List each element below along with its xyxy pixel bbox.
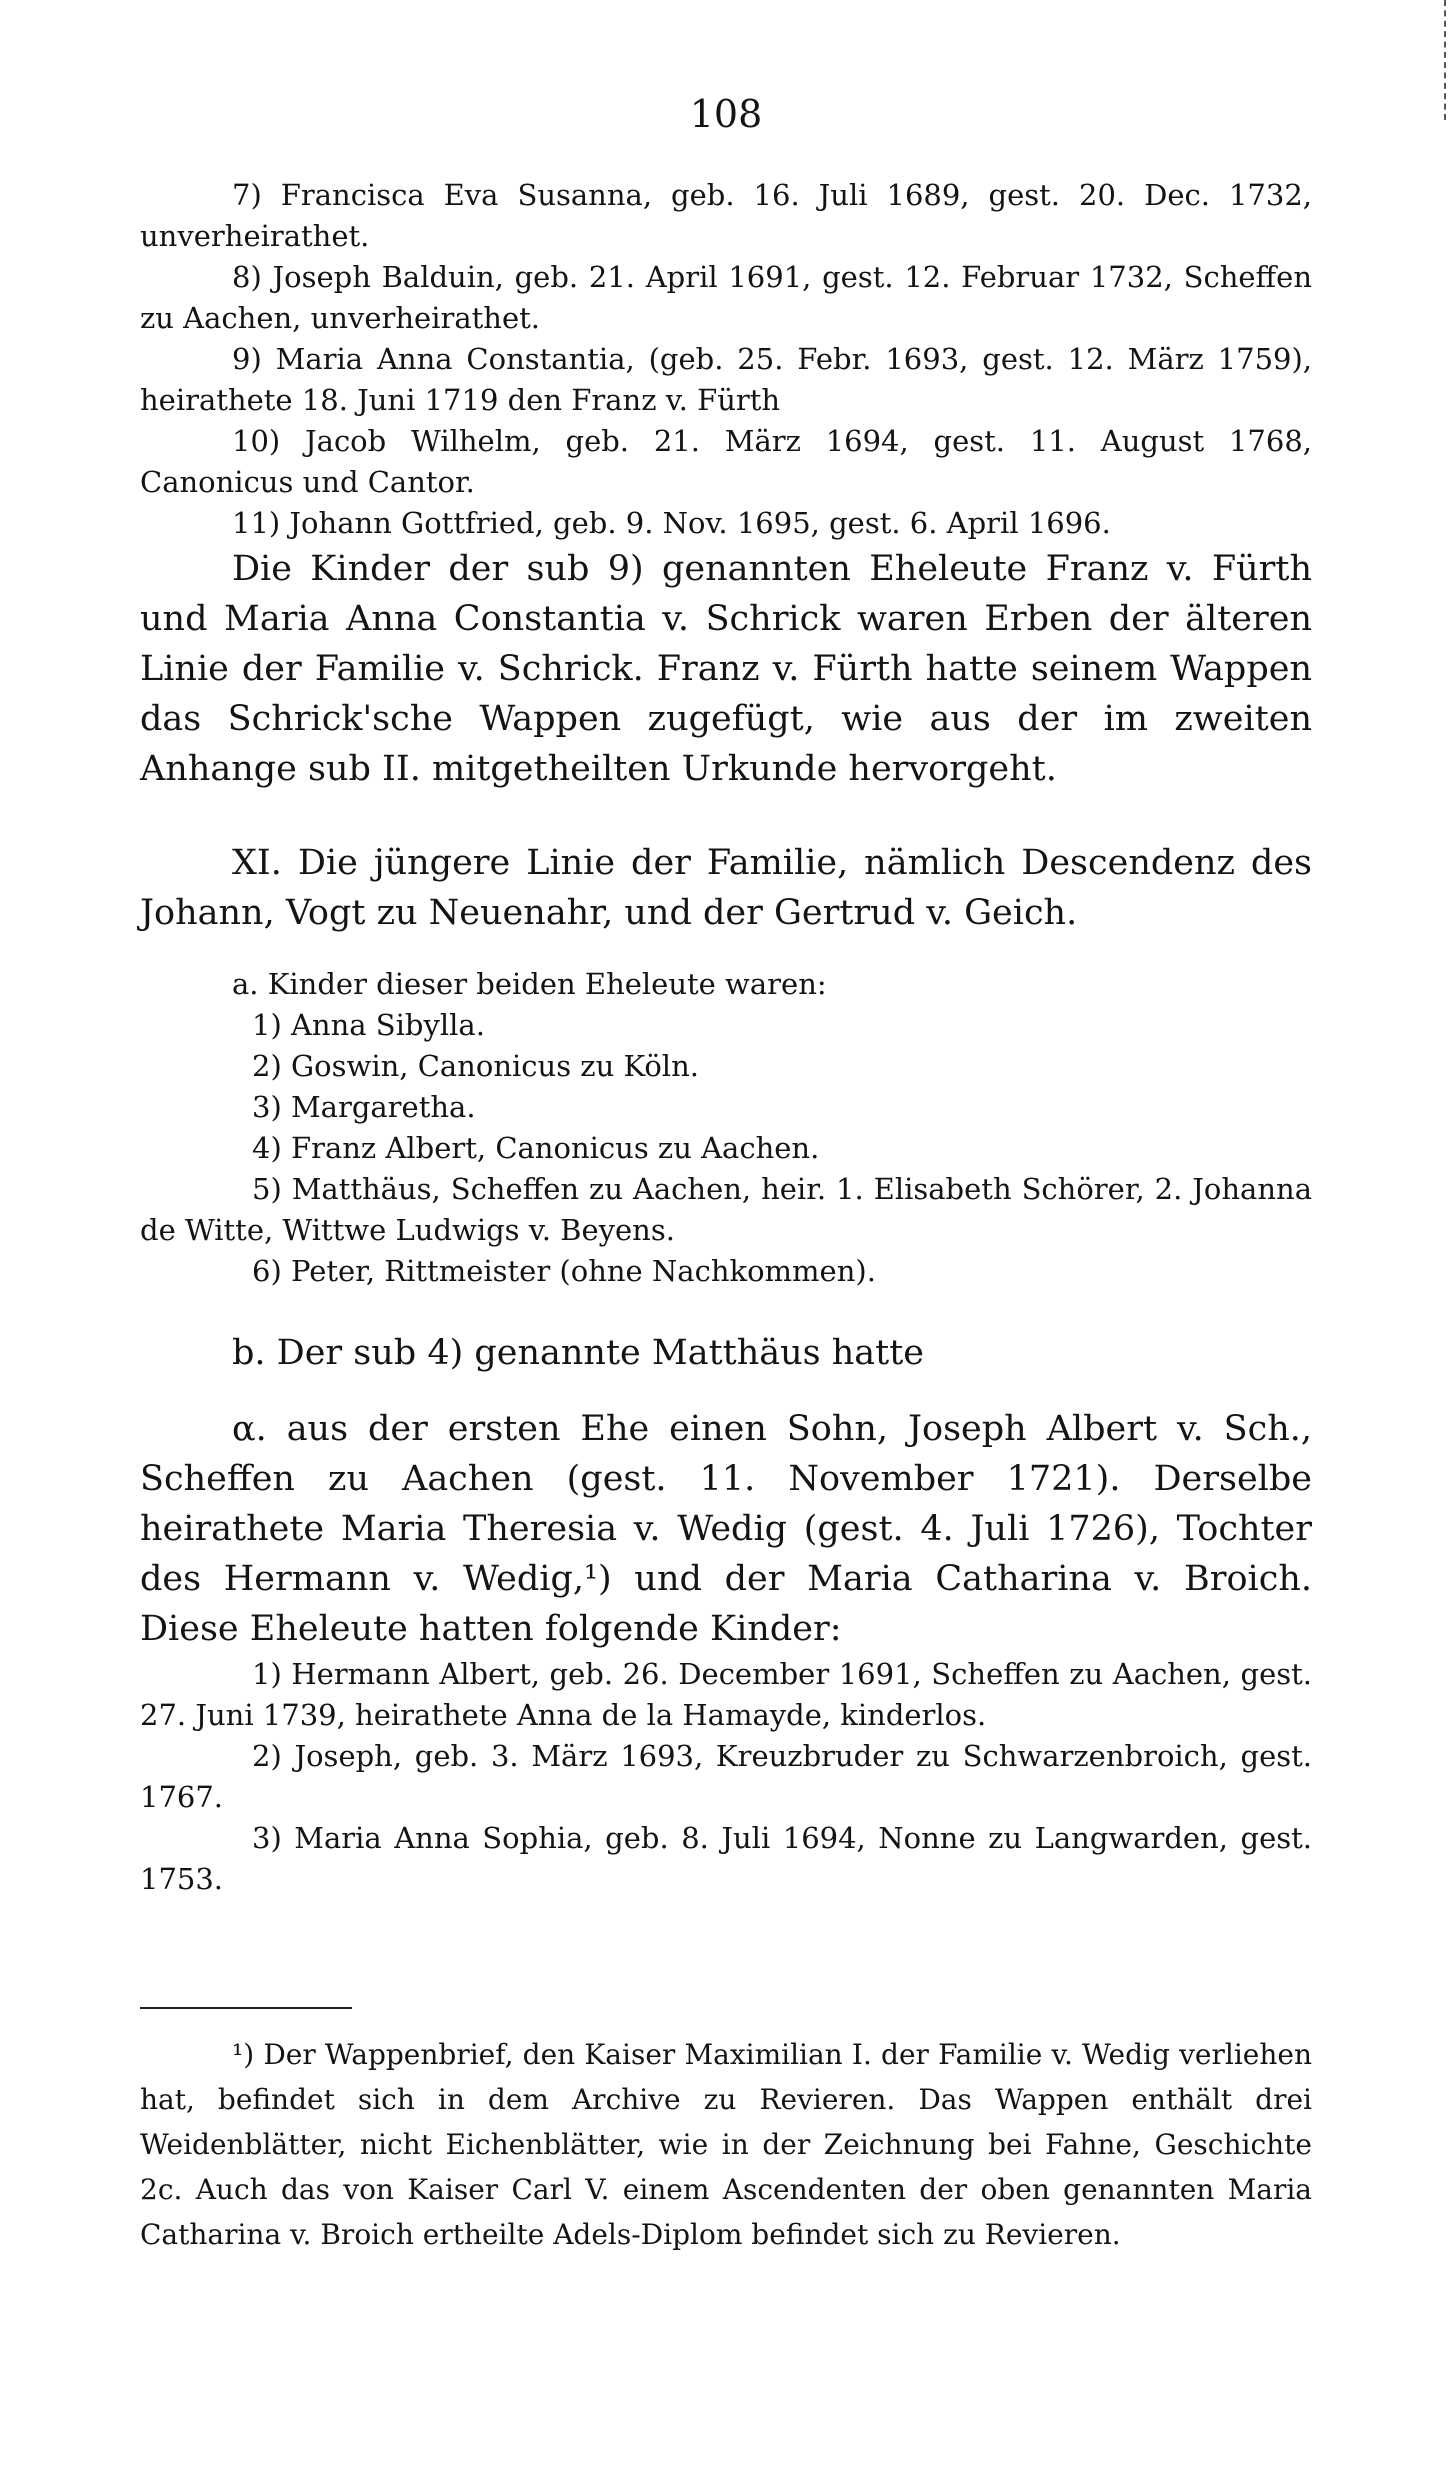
list-item: 1) Anna Sibylla.	[252, 1008, 485, 1042]
list-item: 9) Maria Anna Constantia, (geb. 25. Febr. 1693, gest. 12. März 1759), heirathete 18. Juni 1719 den Franz v. Fürth	[140, 342, 1312, 417]
list-item: 11) Johann Gottfried, geb. 9. Nov. 1695, gest. 6. April 1696.	[232, 506, 1111, 540]
section-a-list	[140, 1005, 1312, 1169]
list-item: 3) Maria Anna Sophia, geb. 8. Juli 1694, Nonne zu Langwarden, gest. 1753.	[140, 1821, 1312, 1896]
list-item: 10) Jacob Wilhelm, geb. 21. März 1694, gest. 11. August 1768, Canonicus und Cantor.	[140, 424, 1312, 499]
section-heading-xi: XI. Die jüngere Linie der Familie, nämlich Descendenz des Johann, Vogt zu Neuenahr, und der Gertrud v. Geich.	[140, 843, 1312, 933]
section-b-alpha: α. aus der ersten Ehe einen Sohn, Joseph Albert v. Sch., Scheffen zu Aachen (gest. 11. November 1721). Derselbe heirathete Maria Theresia v. Wedig (gest. 4. Juli 1726), Tochter des Hermann v. Wedig,¹) und der Maria Catharina v. Broich. Diese Eheleute hatten folgende Kinder:	[140, 1409, 1312, 1649]
list-item: 6) Peter, Rittmeister (ohne Nachkommen).	[252, 1254, 876, 1288]
list-item: 4) Franz Albert, Canonicus zu Aachen.	[252, 1131, 820, 1165]
footnote-text: ¹) Der Wappenbrief, den Kaiser Maximilian I. der Familie v. Wedig verliehen hat, befindet sich in dem Archive zu Revieren. Das Wappen enthält drei Weidenblätter, nicht Eichenblätter, wie in der Zeichnung bei Fahne, Geschichte 2c. Auch das von Kaiser Carl V. einem Ascendenten der oben genannten Maria Catharina v. Broich ertheilte Adels-Diplom befindet sich zu Revieren.	[140, 2038, 1312, 2251]
list-item: 1) Hermann Albert, geb. 26. December 1691, Scheffen zu Aachen, gest. 27. Juni 1739, heirathete Anna de la Hamayde, kinderlos.	[140, 1657, 1312, 1732]
list-item: 8) Joseph Balduin, geb. 21. April 1691, gest. 12. Februar 1732, Scheffen zu Aachen, unverheirathet.	[140, 260, 1312, 335]
main-text	[140, 175, 1312, 1900]
page-number: 108	[689, 92, 763, 136]
section-b-heading: b. Der sub 4) genannte Matthäus hatte	[232, 1333, 925, 1373]
list-item: 7) Francisca Eva Susanna, geb. 16. Juli 1689, gest. 20. Dec. 1732, unverheirathet.	[140, 178, 1312, 253]
section-a-heading: a. Kinder dieser beiden Eheleute waren:	[232, 967, 827, 1001]
list-item: 2) Joseph, geb. 3. März 1693, Kreuzbruder zu Schwarzenbroich, gest. 1767.	[140, 1739, 1312, 1814]
section-a-list-tail	[140, 1251, 1312, 1292]
list-item: 2) Goswin, Canonicus zu Köln.	[252, 1049, 699, 1083]
paragraph-heirs: Die Kinder der sub 9) genannten Eheleute Franz v. Fürth und Maria Anna Constantia v. Schrick waren Erben der älteren Linie der Familie v. Schrick. Franz v. Fürth hatte seinem Wappen das Schrick'sche Wappen zugefügt, wie aus der im zweiten Anhange sub II. mitgetheilten Urkunde hervorgeht.	[140, 549, 1312, 789]
list-item: 3) Margaretha.	[252, 1090, 476, 1124]
list-item: 5) Matthäus, Scheffen zu Aachen, heir. 1. Elisabeth Schörer, 2. Johanna de Witte, Wittwe Ludwigs v. Beyens.	[140, 1172, 1312, 1247]
footnote-rule	[140, 2007, 352, 2009]
footnote	[140, 2032, 1312, 2257]
